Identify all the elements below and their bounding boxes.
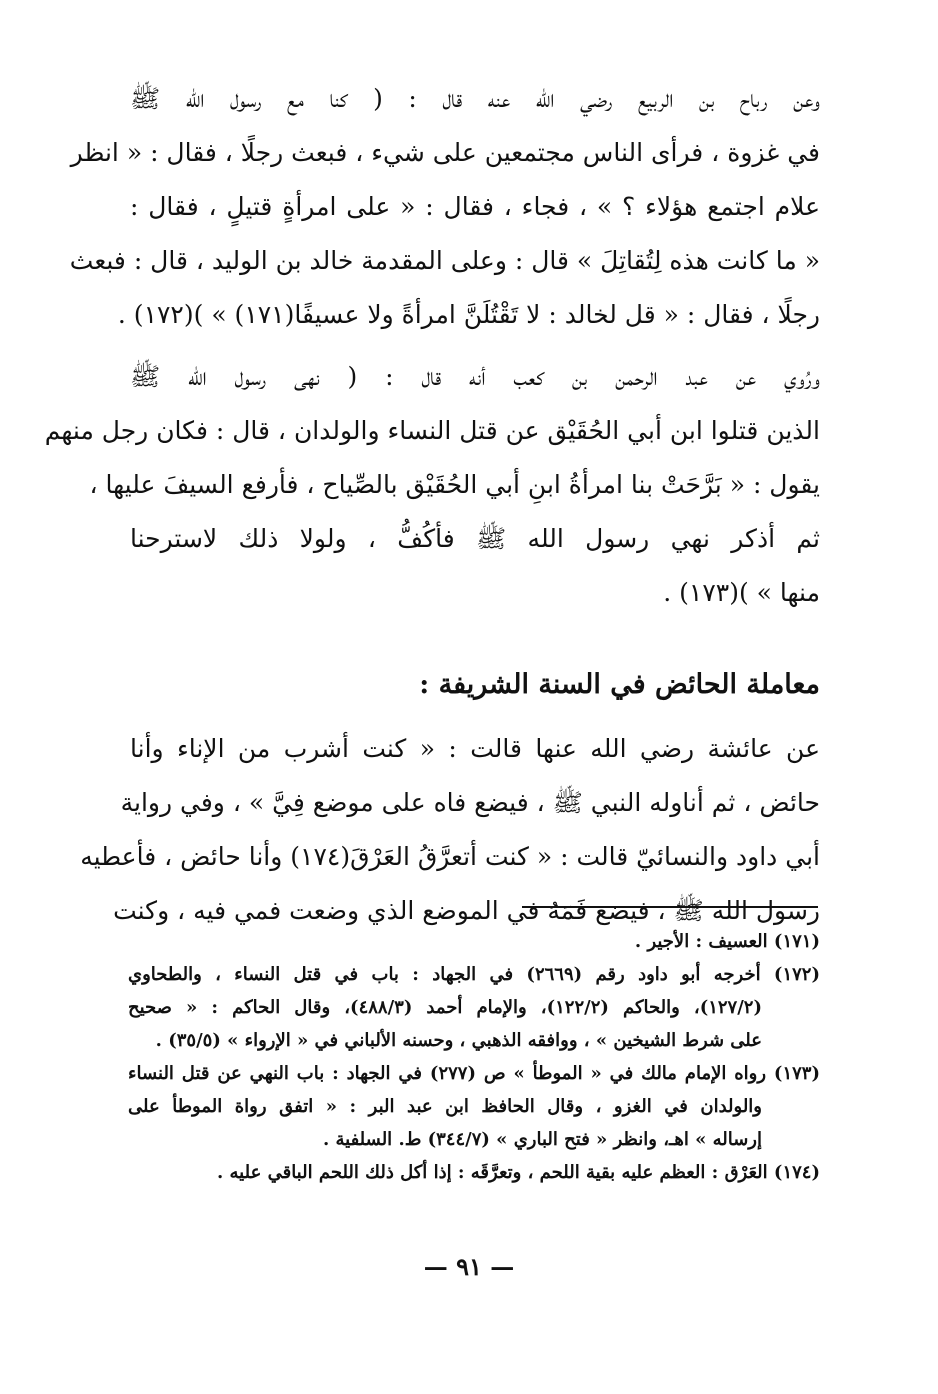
footnote-line: إرساله » اهـ، وانظر « فتح الباري » (٣٤٤/٧) ط. السلفية . [322, 1129, 762, 1150]
footnote-line: (١٢٧/٢)، والحاكم (١٢٢/٢)، والإمام أحمد (٤٨٨/٣)، وقال الحاكم : « صحيح [128, 997, 762, 1018]
paragraph-abdulrahman [44, 350, 820, 620]
footnotes [128, 925, 820, 1189]
footnote-172 [128, 958, 820, 1057]
footnote-line: (١٧٣) رواه الإمام مالك في « الموطأ » ص (٢٧٧) في الجهاد : باب النهي عن قتل النساء [128, 1063, 820, 1084]
text-line: الذين قتلوا ابن أبي الحُقَيْق عن قتل النساء والولدان ، قال : فكان رجل منهم [44, 416, 820, 445]
footnote-line: (١٧١) العسيف : الأجير . [634, 931, 820, 952]
text-line: « ما كانت هذه لِتُقاتِلَ » قال : وعلى المقدمة خالد بن الوليد ، قال : فبعث [69, 246, 820, 275]
footnote-line: (١٧٢) أخرجه أبو داود رقم (٢٦٦٩) في الجهاد : باب في قتل النساء ، والطحاوي [128, 964, 820, 985]
text-line: حائض ، ثم أناوله النبي ﷺ ، فيضع فاه على موضع فِيَّ » ، وفي رواية [120, 788, 820, 817]
footnote-line: والولدان في الغزو ، وقال الحافظ ابن عبد البر : « اتفق رواة الموطأ على [128, 1096, 762, 1117]
footnote-line: على شرط الشيخين » ، ووافقه الذهبي ، وحسنه الألباني في « الإرواء » (٣٥/٥) . [155, 1030, 762, 1051]
text-line: عن عائشة رضي الله عنها قالت : « كنت أشرب من الإناء وأنا [130, 734, 820, 763]
paragraph-rabah [69, 72, 820, 342]
text-line: وعن رباح بن الربيع رضي الله عنه قال : ( كنا مع رسول الله ﷺ [130, 84, 820, 113]
text-line: ورُوي عن عبد الرحمن بن كعب أنه قال : ( نهى رسول الله ﷺ [130, 362, 820, 391]
footnote-separator [522, 906, 818, 908]
footnote-171 [128, 925, 820, 958]
text-line: أبي داود والنسائيّ قالت : « كنت أتعرَّقُ العَرْقَ(١٧٤) وأنا حائض ، فأعطيه [80, 842, 820, 871]
main-text [44, 72, 820, 938]
footnote-174 [128, 1156, 820, 1189]
section-heading: معاملة الحائض في السنة الشريفة : [419, 669, 820, 700]
text-line: رجلًا ، فقال : « قل لخالد : لا تَقْتُلَنَّ امرأةً ولا عسيفًا(١٧١) » )(١٧٢) . [117, 300, 820, 329]
text-line: في غزوة ، فرأى الناس مجتمعين على شيء ، فبعث رجلًا ، فقال : « انظر [70, 138, 820, 167]
text-line: ثم أذكر نهي رسول الله ﷺ فأكُفُّ ، ولولا ذلك لاسترحنا [130, 524, 820, 553]
text-line: علام اجتمع هؤلاء ؟ » ، فجاء ، فقال : « على امرأةٍ قتيلٍ ، فقال : [130, 192, 820, 221]
footnote-line: (١٧٤) العَرْق : العظم عليه بقية اللحم ، وتعرَّقَه : إذا أكل ذلك اللحم الباقي عليه . [217, 1162, 820, 1183]
footnote-173 [128, 1057, 820, 1156]
page-number: — ٩١ — [423, 1252, 515, 1281]
text-line: يقول : « بَرَّحَتْ بنا امرأةُ ابنِ أبي الحُقَيْق بالصِّياح ، فأرفع السيفَ عليها ، [89, 470, 820, 499]
text-line: منها » )(١٧٣) . [663, 578, 820, 607]
text-line: رسول الله ﷺ ، فيضع فَمَهُ في الموضع الذي وضعت فمي فيه ، وكنت [113, 896, 820, 925]
